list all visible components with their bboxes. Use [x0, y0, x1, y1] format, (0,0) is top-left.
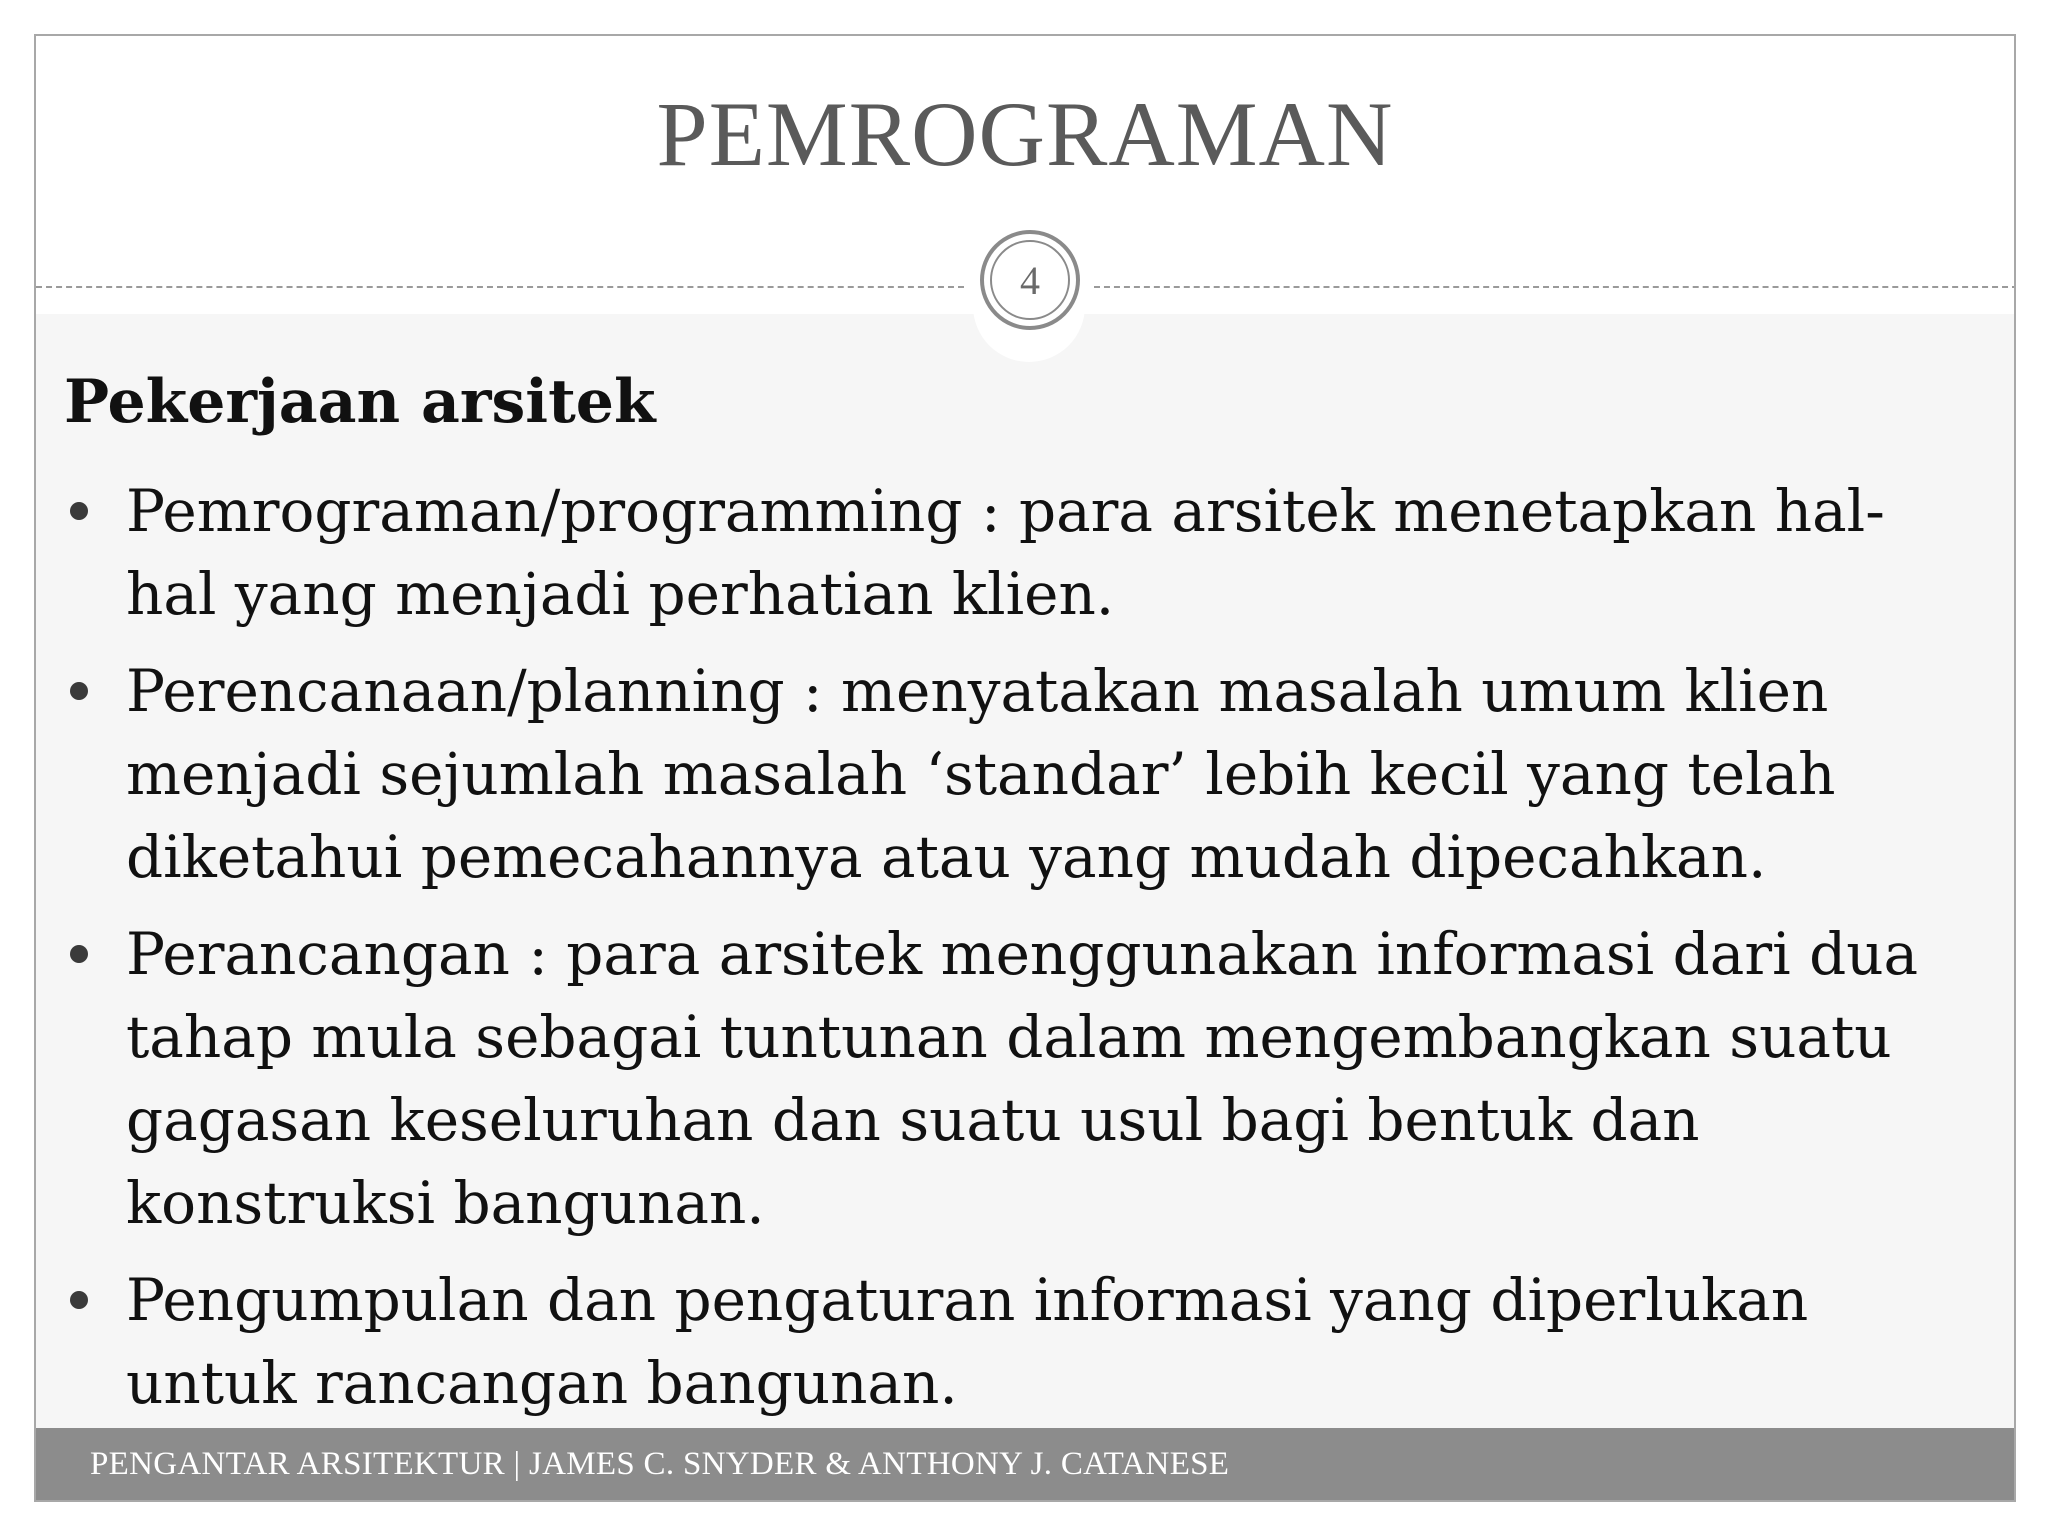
title-divider-right — [1094, 286, 2016, 288]
bullet-line: Pemrograman/programming : para arsitek menetapkan hal- — [126, 477, 1885, 545]
slide — [34, 34, 2016, 1502]
bullet-list — [64, 470, 1984, 1439]
bullet-line: Pengumpulan dan pengaturan informasi yang diperlukan — [126, 1266, 1809, 1334]
section-heading: Pekerjaan arsitek — [64, 367, 656, 437]
bullet-line: hal yang menjadi perhatian klien. — [126, 560, 1115, 628]
slide-title: PEMROGRAMAN — [656, 83, 1394, 185]
bullet-line: konstruksi bangunan. — [126, 1169, 765, 1237]
bullet-item-information — [64, 1259, 1984, 1425]
bullet-line: untuk rancangan bangunan. — [126, 1349, 958, 1417]
bullet-item-design — [64, 913, 1984, 1245]
bullet-line: gagasan keseluruhan dan suatu usul bagi bentuk dan — [126, 1086, 1700, 1154]
bullet-line: diketahui pemecahannya atau yang mudah dipecahkan. — [126, 823, 1767, 891]
bullet-item-programming — [64, 470, 1984, 636]
bullet-line: Perencanaan/planning : menyatakan masalah umum klien — [126, 657, 1829, 725]
bullet-icon — [70, 682, 88, 700]
page-number-badge — [980, 230, 1080, 330]
footer-text: PENGANTAR ARSITEKTUR | JAMES C. SNYDER & ANTHONY J. CATANESE — [90, 1446, 1230, 1482]
bullet-item-planning — [64, 650, 1984, 899]
bullet-line: tahap mula sebagai tuntunan dalam mengembangkan suatu — [126, 1003, 1892, 1071]
footer-bar — [36, 1428, 2014, 1500]
bullet-icon — [70, 945, 88, 963]
bullet-line: Perancangan : para arsitek menggunakan informasi dari dua — [126, 920, 1919, 988]
bullet-icon — [70, 1291, 88, 1309]
bullet-line: menjadi sejumlah masalah ‘standar’ lebih kecil yang telah — [126, 740, 1836, 808]
bullet-icon — [70, 502, 88, 520]
page-number: 4 — [990, 240, 1070, 320]
title-divider-left — [36, 286, 964, 288]
